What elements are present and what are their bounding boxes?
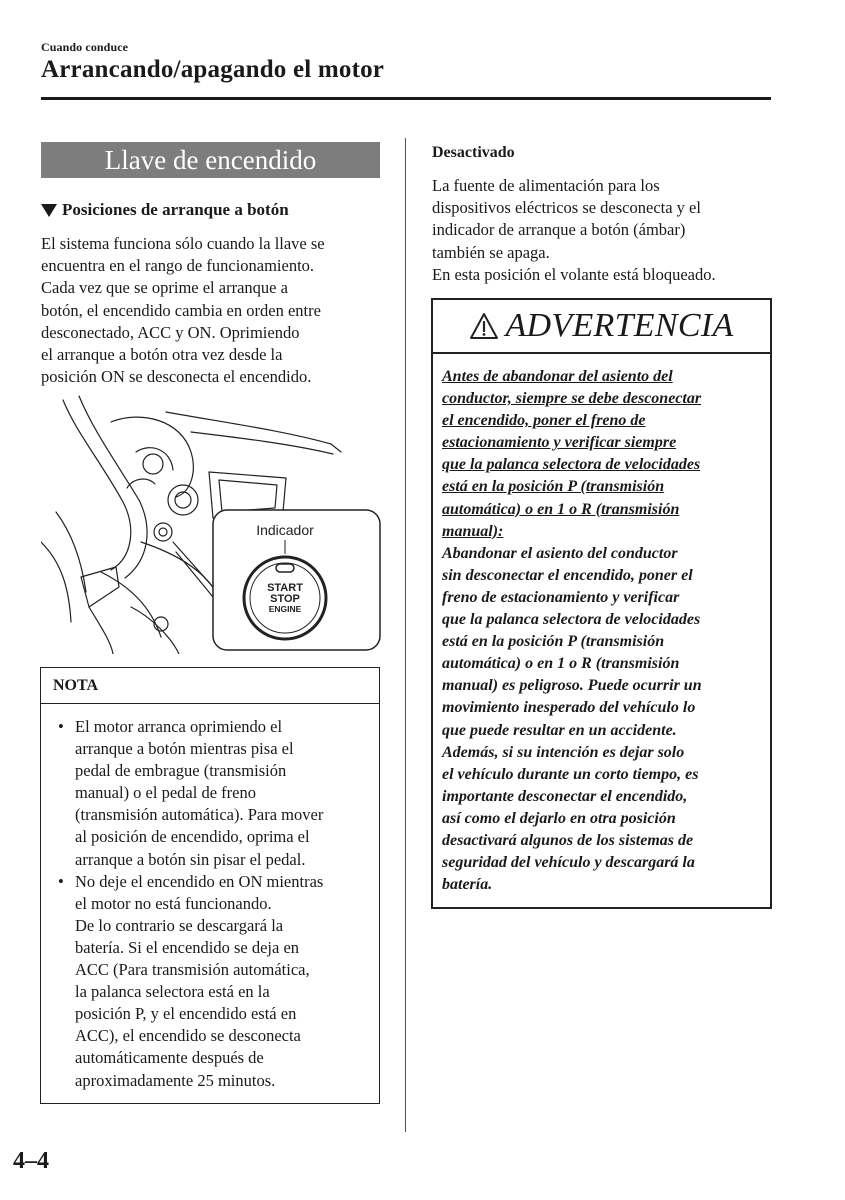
deactivated-paragraph — [432, 175, 777, 286]
warning-line: que la palanca selectora de velocidades — [442, 611, 701, 629]
warning-line: importante desconectar el encendido, — [442, 787, 688, 805]
note-line: al posición de encendido, oprima el — [75, 827, 310, 847]
warning-header — [433, 300, 770, 354]
note-item — [55, 716, 377, 871]
warning-line: automática) o en 1 o R (transmisión — [442, 655, 680, 673]
note-line: arranque a botón mientras pisa el — [75, 739, 294, 759]
section-title: Llave de encendido — [41, 142, 380, 178]
note-line: aproximadamente 25 minutos. — [75, 1070, 276, 1090]
warning-line: freno de estacionamiento y verificar — [442, 588, 680, 606]
warning-line: movimiento inesperado del vehículo lo — [442, 699, 696, 717]
warning-line: sin desconectar el encendido, poner el — [442, 566, 693, 584]
note-line: ACC (Para transmisión automática, — [75, 960, 310, 980]
warning-line: manual) es peligroso. Puede ocurrir un — [442, 677, 702, 695]
warning-line: está en la posición P (transmisión — [442, 633, 665, 651]
subheading — [41, 200, 289, 220]
paragraph-line: dispositivos eléctricos se desconecta y el — [432, 198, 701, 218]
paragraph-line: indicador de arranque a botón (ámbar) — [432, 220, 686, 240]
note-line: batería. Si el encendido se deja en — [75, 937, 300, 957]
warning-lead-line: manual): — [442, 522, 504, 540]
button-text-engine: ENGINE — [268, 604, 302, 614]
bullet-icon: • — [58, 717, 64, 736]
warning-line: batería. — [442, 876, 493, 894]
warning-lead-line: el encendido, poner el freno de — [442, 412, 646, 430]
note-item — [55, 871, 377, 1092]
warning-box — [431, 298, 772, 909]
note-box — [40, 667, 380, 1104]
note-line: el motor no está funcionando. — [75, 893, 272, 913]
button-text-start: START — [267, 582, 303, 594]
note-list — [55, 716, 377, 1092]
paragraph-line: La fuente de alimentación para los — [432, 176, 660, 195]
warning-lead-line: Antes de abandonar del asiento del — [442, 368, 673, 385]
warning-line: Abandonar el asiento del conductor — [442, 544, 678, 562]
warning-line: Además, si su intención es dejar solo — [442, 743, 685, 761]
triangle-down-icon — [41, 204, 57, 217]
warning-triangle-icon — [469, 312, 499, 340]
note-line: ACC), el encendido se desconecta — [75, 1026, 301, 1046]
warning-lead-line: automática) o en 1 o R (transmisión — [442, 500, 680, 518]
warning-line: que puede resultar en un accidente. — [442, 721, 677, 739]
bullet-icon: • — [58, 871, 64, 891]
warning-lead-line: que la palanca selectora de velocidades — [442, 456, 701, 474]
deactivated-title: Desactivado — [432, 144, 515, 161]
note-line: manual) o el pedal de freno — [75, 783, 256, 803]
warning-line: así como el dejarlo en otra posición — [442, 809, 676, 827]
note-line: arranque a botón sin pisar el pedal. — [75, 849, 306, 869]
note-line: (transmisión automática). Para mover — [75, 805, 324, 825]
dashboard-illustration — [41, 392, 386, 654]
note-line: automáticamente después de — [75, 1048, 264, 1068]
warning-lead-line: está en la posición P (transmisión — [442, 478, 665, 496]
subheading-text: Posiciones de arranque a botón — [62, 200, 289, 219]
warning-lead-line: estacionamiento y verificar siempre — [442, 434, 677, 452]
note-line: No deje el encendido en ON mientras — [75, 871, 324, 891]
paragraph-line: el arranque a botón otra vez desde la — [41, 345, 283, 365]
callout-label: Indicador — [256, 522, 314, 538]
indicator-lamp-icon — [276, 564, 294, 572]
paragraph-line: Cada vez que se oprime el arranque a — [41, 278, 288, 298]
page-number: 4–4 — [13, 1148, 49, 1174]
note-line: De lo contrario se descargará la — [75, 915, 284, 935]
warning-line: el vehículo durante un corto tiempo, es — [442, 765, 699, 783]
column-divider — [405, 138, 406, 1132]
button-text-stop: STOP — [270, 593, 300, 605]
paragraph-line: En esta posición el volante está bloqueado. — [432, 264, 716, 284]
paragraph-line: también se apaga. — [432, 242, 550, 262]
note-line: El motor arranca oprimiendo el — [75, 717, 283, 736]
note-line: pedal de embrague (transmisión — [75, 761, 287, 781]
header-rule — [41, 97, 771, 100]
warning-title: ADVERTENCIA — [505, 307, 734, 344]
paragraph-line: posición ON se desconecta el encendido. — [41, 367, 312, 387]
note-line: posición P, y el encendido está en — [75, 1004, 297, 1024]
intro-paragraph — [41, 233, 386, 388]
warning-line: seguridad del vehículo y descargará la — [442, 854, 695, 872]
note-line: la palanca selectora está en la — [75, 982, 270, 1002]
warning-body — [442, 366, 768, 896]
paragraph-line: botón, el encendido cambia en orden entre — [41, 300, 321, 320]
paragraph-line: encuentra en el rango de funcionamiento. — [41, 256, 315, 276]
paragraph-line: El sistema funciona sólo cuando la llave se — [41, 234, 325, 253]
chapter-title: Arrancando/apagando el motor — [41, 56, 385, 83]
paragraph-line: desconectado, ACC y ON. Oprimiendo — [41, 322, 300, 342]
warning-lead-line: conductor, siempre se debe desconectar — [442, 390, 702, 408]
section-label: Cuando conduce — [41, 40, 129, 54]
note-title: NOTA — [41, 668, 379, 704]
warning-line: desactivará algunos de los sistemas de — [442, 831, 694, 849]
